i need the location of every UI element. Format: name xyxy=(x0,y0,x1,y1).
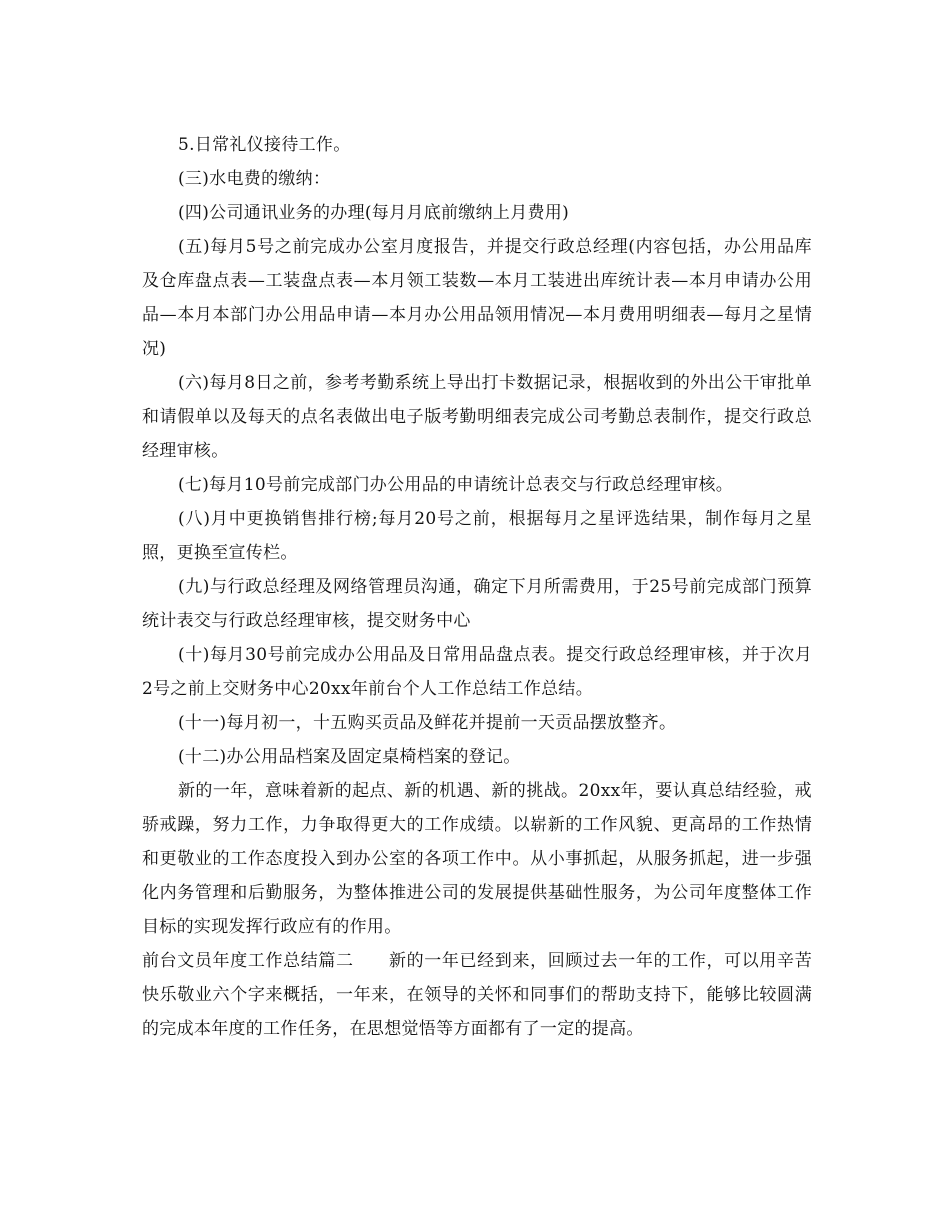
paragraph-sales-ranking: (八)月中更换销售排行榜;每月20号之前，根据每月之星评选结果，制作每月之星照，更换至宣传栏。 xyxy=(142,509,812,563)
paragraph-budget-statistics: (九)与行政总经理及网络管理员沟通，确定下月所需费用，于25号前完成部门预算统计表交与行政总经理审核，提交财务中心 xyxy=(142,577,812,631)
paragraph-telecom-business: (四)公司通讯业务的办理(每月月底前缴纳上月费用) xyxy=(178,203,570,223)
paragraph-reception-duty: 5.日常礼仪接待工作。 xyxy=(178,135,351,155)
paragraph-new-year-plan: 新的一年，意味着新的起点、新的机遇、新的挑战。20xx年，要认真总结经验，戒骄戒躁，努力工作，力争取得更大的工作成绩。以崭新的工作风貌、更高昂的工作热情和更敬业的工作态度投入到办公室的各项工作中。从小事抓起，从服务抓起，进一步强化内务管理和后勤服务，为整体推进公司的发展提供基础性服务，为公司年度整体工作目标的实现发挥行政应有的作用。 xyxy=(142,781,812,937)
paragraph-inventory-check: (十)每月30号前完成办公用品及日常用品盘点表。提交行政总经理审核，并于次月2号之前上交财务中心20xx年前台个人工作总结工作总结。 xyxy=(142,645,812,699)
paragraph-summary-part-two: 前台文员年度工作总结篇二 新的一年已经到来，回顾过去一年的工作，可以用辛苦快乐敬业六个字来概括，一年来，在领导的关怀和同事们的帮助支持下，能够比较圆满的完成本年度的工作任务，在思想觉悟等方面都有了一定的提高。 xyxy=(142,951,812,1039)
paragraph-offerings: (十一)每月初一，十五购买贡品及鲜花并提前一天贡品摆放整齐。 xyxy=(178,713,677,733)
paragraph-attendance-summary: (六)每月8日之前，参考考勤系统上导出打卡数据记录，根据收到的外出公干审批单和请假单以及每天的点名表做出电子版考勤明细表完成公司考勤总表制作，提交行政总经理审核。 xyxy=(142,373,812,461)
document-body xyxy=(142,128,812,1046)
paragraph-monthly-report: (五)每月5号之前完成办公室月度报告，并提交行政总经理(内容包括，办公用品库及仓库盘点表—工装盘点表—本月领工装数—本月工装进出库统计表—本月申请办公用品—本月本部门办公用品申请—本月办公用品领用情况—本月费用明细表—每月之星情况) xyxy=(142,237,812,359)
paragraph-office-supply-request: (七)每月10号前完成部门办公用品的申请统计总表交与行政总经理审核。 xyxy=(178,475,734,495)
paragraph-archive-registration: (十二)办公用品档案及固定桌椅档案的登记。 xyxy=(178,747,521,767)
paragraph-utilities-payment: (三)水电费的缴纳： xyxy=(178,169,331,189)
